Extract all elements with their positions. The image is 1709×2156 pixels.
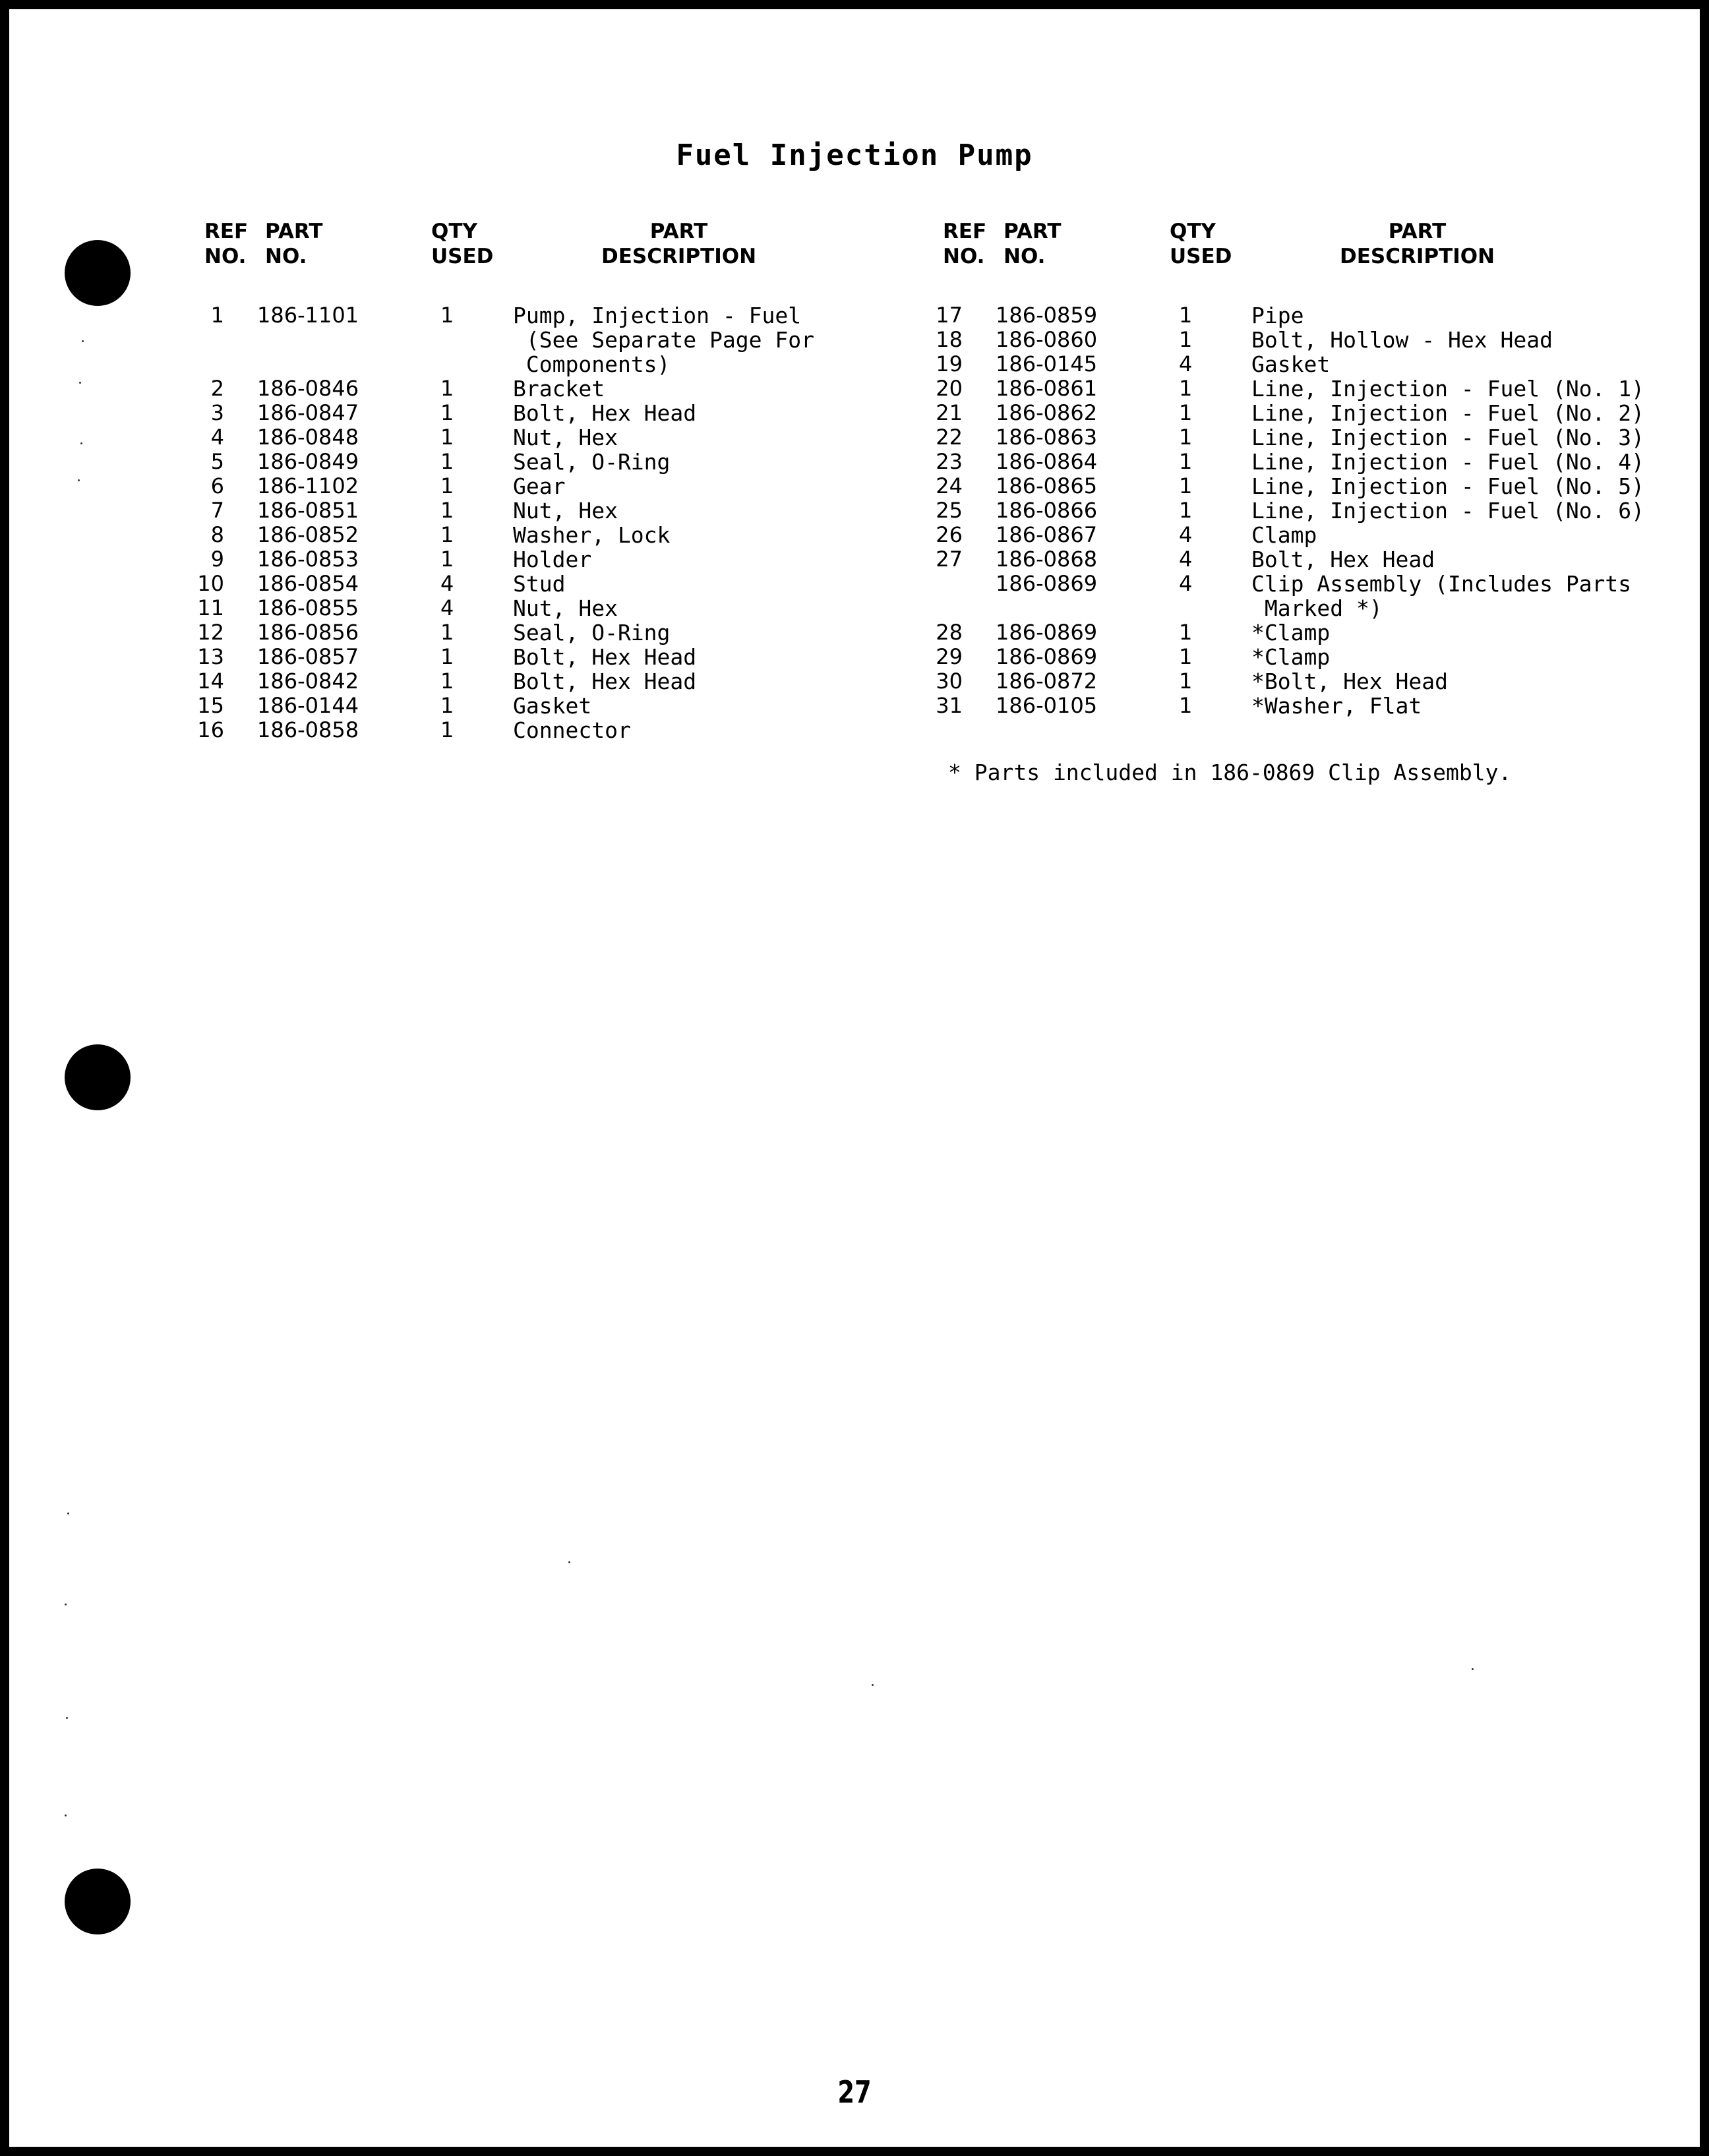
ref-no-cell: 22 [936, 425, 963, 450]
part-description-cell: Stud [513, 571, 566, 597]
header-part-no: PART NO. [265, 220, 323, 268]
ref-no-cell: 26 [936, 522, 963, 547]
scan-speck [67, 1512, 69, 1514]
part-description-cell: Bracket [513, 376, 605, 402]
scan-speck [80, 442, 82, 444]
qty-used-cell: 1 [440, 400, 454, 425]
ref-no-cell: 24 [936, 473, 963, 498]
part-no-cell: 186-0144 [257, 693, 359, 718]
ref-no-cell: 1 [210, 303, 224, 328]
part-no-cell: 186-0848 [257, 425, 359, 450]
qty-used-cell: 1 [440, 376, 454, 401]
header-qty-used: QTY USED [431, 220, 494, 268]
ref-no-cell: 18 [936, 327, 963, 352]
binder-hole [65, 240, 131, 306]
part-description-cell: Washer, Lock [513, 522, 671, 548]
part-description-cell: *Bolt, Hex Head [1251, 669, 1449, 694]
qty-used-cell: 1 [1179, 473, 1193, 498]
footnote: * Parts included in 186-0869 Clip Assembly. [948, 760, 1512, 785]
qty-used-cell: 1 [1179, 449, 1193, 474]
scan-speck [66, 1717, 68, 1719]
part-no-cell: 186-0847 [257, 400, 359, 425]
part-no-cell: 186-0868 [996, 547, 1098, 572]
qty-used-cell: 1 [1179, 498, 1193, 523]
ref-no-cell: 16 [197, 717, 224, 742]
ref-no-cell: 17 [936, 303, 963, 328]
part-description-cell: Nut, Hex [513, 595, 618, 621]
part-no-cell: 186-0865 [996, 473, 1098, 498]
qty-used-cell: 1 [440, 644, 454, 669]
binder-hole [65, 1869, 131, 1934]
binder-hole [65, 1044, 131, 1110]
qty-used-cell: 4 [440, 595, 454, 620]
part-description-cell: *Clamp [1251, 644, 1331, 670]
qty-used-cell: 1 [1179, 669, 1193, 694]
header-ref-no: REF NO. [204, 220, 249, 268]
part-description-cell: Gasket [1251, 351, 1331, 377]
part-no-cell: 186-0855 [257, 595, 359, 620]
qty-used-cell: 1 [440, 669, 454, 694]
part-no-cell: 186-0867 [996, 522, 1098, 547]
qty-used-cell: 1 [1179, 400, 1193, 425]
header-qty-used: QTY USED [1170, 220, 1232, 268]
part-description-cell: Bolt, Hex Head [513, 644, 697, 670]
ref-no-cell: 23 [936, 449, 963, 474]
document-sheet [9, 9, 1700, 2147]
qty-used-cell: 1 [440, 449, 454, 474]
part-no-cell: 186-0854 [257, 571, 359, 596]
part-description-cell: Gear [513, 473, 566, 499]
part-no-cell: 186-0857 [257, 644, 359, 669]
ref-no-cell: 27 [936, 547, 963, 572]
qty-used-cell: 1 [440, 303, 454, 328]
header-ref-no: REF NO. [943, 220, 987, 268]
page-number: 27 [837, 2074, 872, 2110]
scan-speck [78, 479, 80, 481]
part-no-cell: 186-0842 [257, 669, 359, 694]
qty-used-cell: 1 [1179, 303, 1193, 328]
header-part-no: PART NO. [1004, 220, 1062, 268]
part-no-cell: 186-0862 [996, 400, 1098, 425]
scan-speck [1472, 1668, 1474, 1670]
qty-used-cell: 1 [1179, 620, 1193, 645]
qty-used-cell: 4 [1179, 547, 1193, 572]
part-description-cell: *Washer, Flat [1251, 693, 1422, 719]
ref-no-cell: 6 [210, 473, 224, 498]
qty-used-cell: 4 [440, 571, 454, 596]
scan-speck [872, 1684, 874, 1686]
part-description-cell: Nut, Hex [513, 425, 618, 450]
part-description-cell: Seal, O-Ring [513, 449, 671, 475]
part-description-cell: Bolt, Hex Head [1251, 547, 1435, 572]
part-description-cell: Gasket [513, 693, 592, 719]
ref-no-cell: 31 [936, 693, 963, 718]
part-description-cell: Pipe [1251, 303, 1304, 328]
part-description-cell: Bolt, Hex Head [513, 669, 697, 694]
page-title: Fuel Injection Pump [676, 138, 1033, 172]
part-description-cell: Clip Assembly (Includes Parts [1251, 571, 1632, 597]
ref-no-cell: 7 [210, 498, 224, 523]
part-no-cell: 186-0869 [996, 571, 1098, 596]
qty-used-cell: 1 [1179, 327, 1193, 352]
ref-no-cell: 11 [197, 595, 224, 620]
ref-no-cell: 25 [936, 498, 963, 523]
qty-used-cell: 1 [440, 522, 454, 547]
part-no-cell: 186-0869 [996, 620, 1098, 645]
part-description-cell: Components) [513, 351, 671, 377]
ref-no-cell: 4 [210, 425, 224, 450]
part-no-cell: 186-0869 [996, 644, 1098, 669]
part-description-cell: Pump, Injection - Fuel [513, 303, 802, 328]
qty-used-cell: 1 [1179, 425, 1193, 450]
part-no-cell: 186-0851 [257, 498, 359, 523]
scan-speck [82, 340, 84, 342]
part-no-cell: 186-1101 [257, 303, 359, 328]
part-no-cell: 186-0858 [257, 717, 359, 742]
part-description-cell: Line, Injection - Fuel (No. 3) [1251, 425, 1645, 450]
part-no-cell: 186-0849 [257, 449, 359, 474]
ref-no-cell: 15 [197, 693, 224, 718]
part-description-cell: (See Separate Page For [513, 327, 814, 353]
ref-no-cell: 12 [197, 620, 224, 645]
qty-used-cell: 1 [440, 717, 454, 742]
part-description-cell: Bolt, Hollow - Hex Head [1251, 327, 1553, 353]
ref-no-cell: 2 [210, 376, 224, 401]
scan-speck [65, 1603, 67, 1605]
part-no-cell: 186-0861 [996, 376, 1098, 401]
ref-no-cell: 10 [197, 571, 224, 596]
qty-used-cell: 1 [440, 473, 454, 498]
scan-speck [568, 1561, 570, 1563]
qty-used-cell: 1 [1179, 376, 1193, 401]
part-description-cell: Holder [513, 547, 592, 572]
qty-used-cell: 4 [1179, 522, 1193, 547]
part-no-cell: 186-0864 [996, 449, 1098, 474]
part-no-cell: 186-0860 [996, 327, 1098, 352]
part-no-cell: 186-0105 [996, 693, 1098, 718]
part-no-cell: 186-0846 [257, 376, 359, 401]
qty-used-cell: 4 [1179, 351, 1193, 376]
ref-no-cell: 8 [210, 522, 224, 547]
header-part-description: PART DESCRIPTION [1340, 220, 1495, 268]
qty-used-cell: 1 [440, 620, 454, 645]
part-description-cell: Seal, O-Ring [513, 620, 671, 645]
part-description-cell: Marked *) [1251, 595, 1383, 621]
part-no-cell: 186-0863 [996, 425, 1098, 450]
header-part-description: PART DESCRIPTION [601, 220, 757, 268]
qty-used-cell: 1 [1179, 693, 1193, 718]
ref-no-cell: 30 [936, 669, 963, 694]
ref-no-cell: 19 [936, 351, 963, 376]
part-no-cell: 186-0872 [996, 669, 1098, 694]
part-description-cell: Connector [513, 717, 631, 743]
ref-no-cell: 21 [936, 400, 963, 425]
qty-used-cell: 1 [1179, 644, 1193, 669]
qty-used-cell: 1 [440, 547, 454, 572]
part-description-cell: Line, Injection - Fuel (No. 6) [1251, 498, 1645, 524]
part-description-cell: *Clamp [1251, 620, 1331, 645]
part-description-cell: Line, Injection - Fuel (No. 2) [1251, 400, 1645, 426]
part-description-cell: Bolt, Hex Head [513, 400, 697, 426]
part-no-cell: 186-0145 [996, 351, 1098, 376]
ref-no-cell: 29 [936, 644, 963, 669]
ref-no-cell: 9 [210, 547, 224, 572]
part-no-cell: 186-0856 [257, 620, 359, 645]
ref-no-cell: 20 [936, 376, 963, 401]
part-description-cell: Line, Injection - Fuel (No. 4) [1251, 449, 1645, 475]
part-no-cell: 186-0859 [996, 303, 1098, 328]
ref-no-cell: 5 [210, 449, 224, 474]
qty-used-cell: 4 [1179, 571, 1193, 596]
part-description-cell: Nut, Hex [513, 498, 618, 524]
part-no-cell: 186-1102 [257, 473, 359, 498]
ref-no-cell: 13 [197, 644, 224, 669]
ref-no-cell: 28 [936, 620, 963, 645]
ref-no-cell: 3 [210, 400, 224, 425]
qty-used-cell: 1 [440, 498, 454, 523]
part-no-cell: 186-0866 [996, 498, 1098, 523]
part-description-cell: Line, Injection - Fuel (No. 1) [1251, 376, 1645, 402]
part-no-cell: 186-0852 [257, 522, 359, 547]
part-no-cell: 186-0853 [257, 547, 359, 572]
part-description-cell: Line, Injection - Fuel (No. 5) [1251, 473, 1645, 499]
ref-no-cell: 14 [197, 669, 224, 694]
part-description-cell: Clamp [1251, 522, 1317, 548]
qty-used-cell: 1 [440, 693, 454, 718]
qty-used-cell: 1 [440, 425, 454, 450]
scan-speck [79, 382, 81, 384]
scan-speck [65, 1814, 67, 1816]
